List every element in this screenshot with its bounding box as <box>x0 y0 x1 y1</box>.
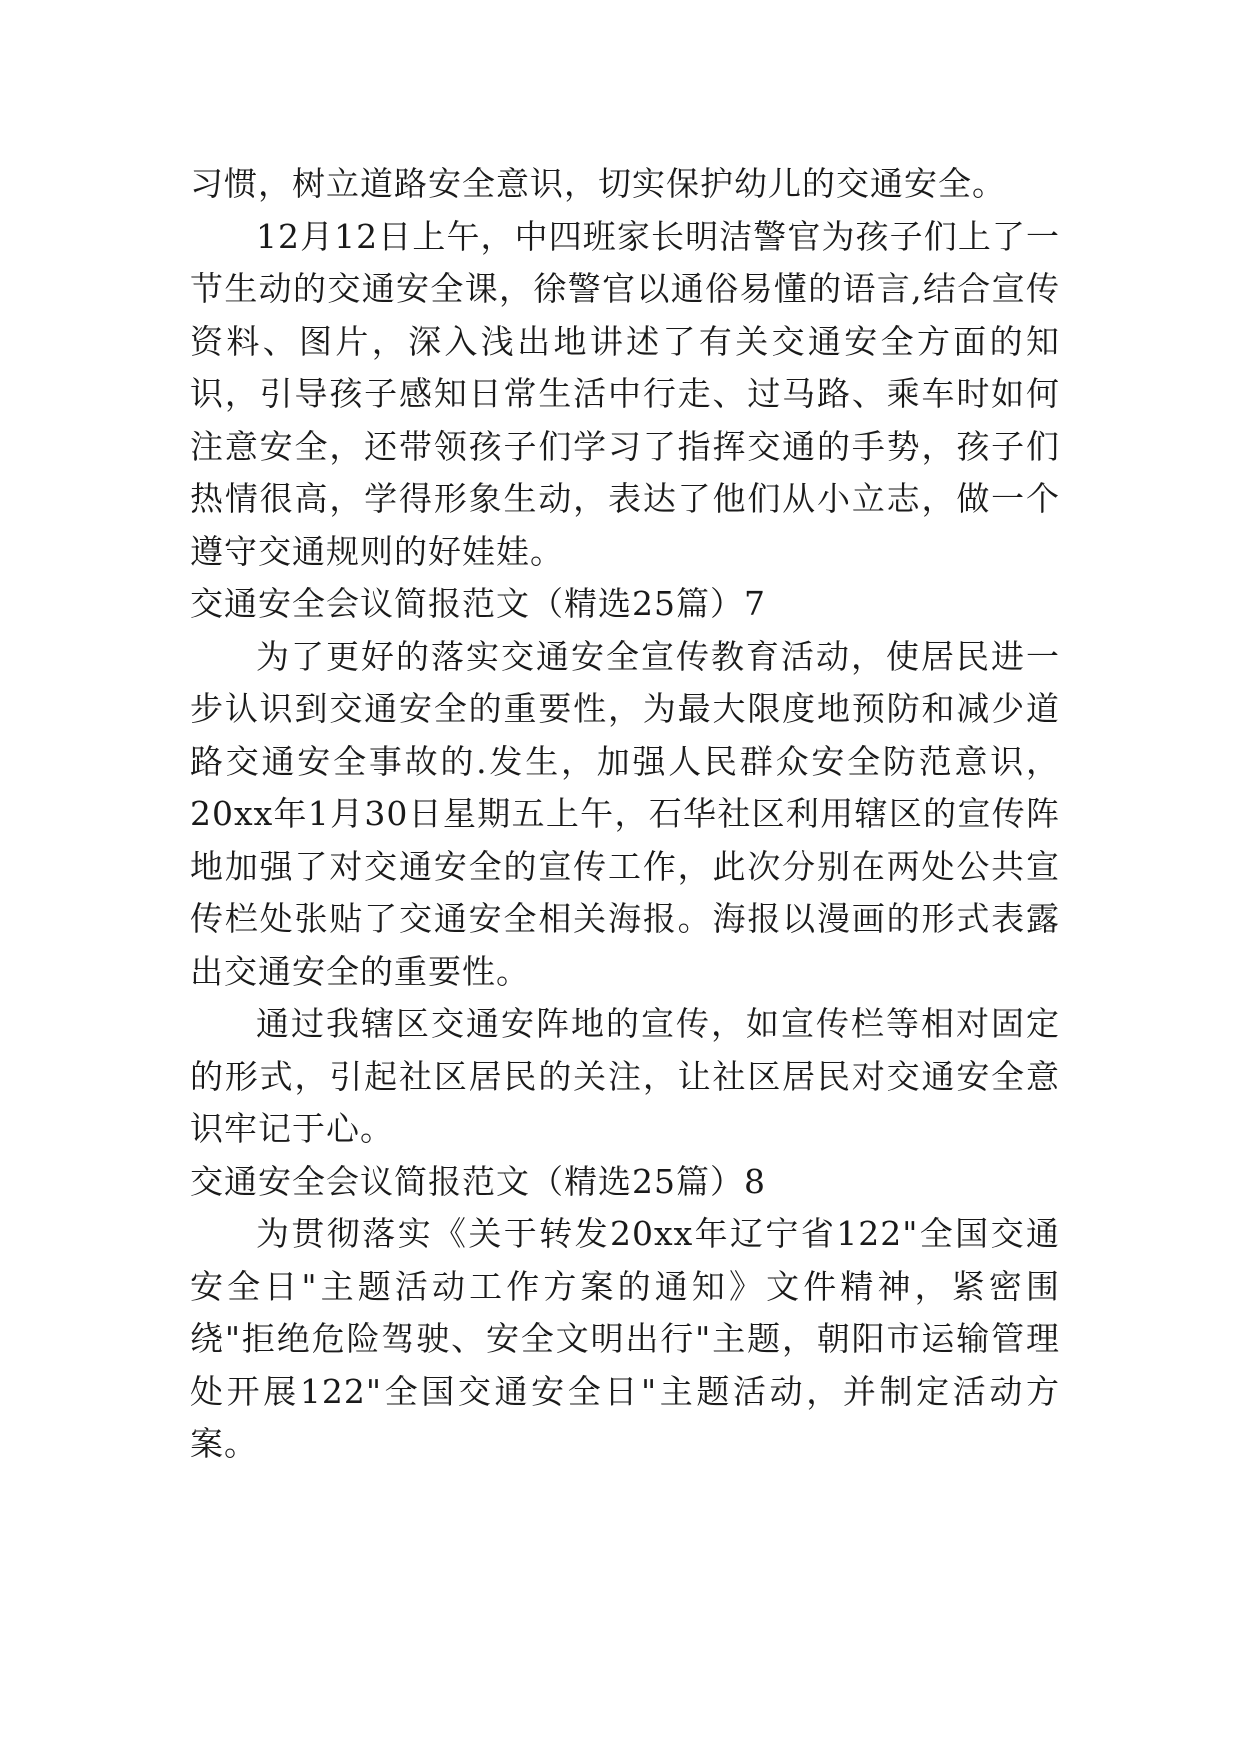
section-heading-7: 交通安全会议简报范文（精选25篇）7 <box>190 584 766 623</box>
paragraph-continuation: 习惯，树立道路安全意识，切实保护幼儿的交通安全。 <box>190 164 1006 203</box>
paragraph-traffic-safety-class: 12月12日上午，中四班家长明洁警官为孩子们上了一节生动的交通安全课，徐警官以通俗易懂的语言,结合宣传资料、图片，深入浅出地讲述了有关交通安全方面的知识，引导孩子感知日常生活中行走、过马路、乘车时如何注意安全，还带领孩子们学习了指挥交通的手势，孩子们热情很高，学得形象生动，表达了他们从小立志，做一个遵守交通规则的好娃娃。 <box>190 216 1060 571</box>
section-heading-8: 交通安全会议简报范文（精选25篇）8 <box>190 1161 766 1201</box>
document-body <box>190 158 1060 1471</box>
paragraph-community-poster-campaign: 为了更好的落实交通安全宣传教育活动，使居民进一步认识到交通安全的重要性，为最大限度地预防和减少道路交通安全事故的.发生，加强人民群众安全防范意识，20xx年1月30日星期五上午，石华社区利用辖区的宣传阵地加强了对交通安全的宣传工作，此次分别在两处公共宣传栏处张贴了交通安全相关海报。海报以漫画的形式表露出交通安全的重要性。 <box>190 636 1060 991</box>
paragraph-bulletin-board-promotion: 通过我辖区交通安阵地的宣传，如宣传栏等相对固定的形式，引起社区居民的关注，让社区居民对交通安全意识牢记于心。 <box>190 1004 1060 1148</box>
paragraph-national-traffic-safety-day: 为贯彻落实《关于转发20xx年辽宁省122"全国交通安全日"主题活动工作方案的通知》文件精神，紧密围绕"拒绝危险驾驶、安全文明出行"主题，朝阳市运输管理处开展122"全国交通安全日"主题活动，并制定活动方案。 <box>190 1214 1060 1463</box>
